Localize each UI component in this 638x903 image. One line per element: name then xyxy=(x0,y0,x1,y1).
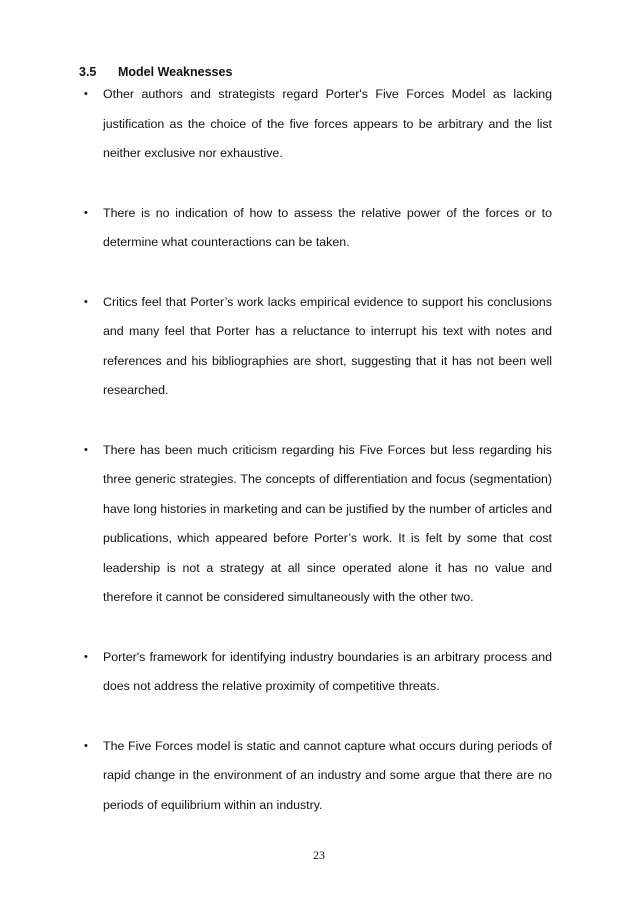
list-item xyxy=(84,80,552,169)
list-item xyxy=(84,199,552,258)
list-item-text: Other authors and strategists regard Porter's Five Forces Model as lacking justification as the choice of the five forces appears to be arbitrary and the list neither exclusive nor exhaustive. xyxy=(103,87,552,160)
list-item-text: Porter's framework for identifying industry boundaries is an arbitrary process and does not address the relative proximity of competitive threats. xyxy=(103,649,552,693)
weaknesses-list xyxy=(84,80,552,850)
section-heading xyxy=(79,64,232,80)
section-number: 3.5 xyxy=(79,65,97,79)
list-item-text: The Five Forces model is static and cannot capture what occurs during periods of rapid change in the environment of an industry and some argue that there are no periods of equilibrium within an industry. xyxy=(103,738,552,812)
list-item-text: There has been much criticism regarding his Five Forces but less regarding his three generic strategies. The concepts of differentiation and focus (segmentation) have long histories in marketing and can be justified by the number of articles and publications, which appeared before Porter’s work. It is felt by some that cost leadership is not a strategy at all since operated alone it has no value and therefore it cannot be considered simultaneously with the other two. xyxy=(103,442,552,604)
bullet-icon: • xyxy=(84,206,88,219)
bullet-icon: • xyxy=(84,88,88,100)
list-item-text: There is no indication of how to assess the relative power of the forces or to determine what counteractions can be taken. xyxy=(103,205,552,249)
list-item xyxy=(84,643,552,702)
list-item-text: Critics feel that Porter’s work lacks empirical evidence to support his conclusions and many feel that Porter has a reluctance to interrupt his text with notes and references and his bibliographies are short, suggesting that it has not been well researched. xyxy=(103,294,552,397)
list-item xyxy=(84,732,552,821)
bullet-icon: • xyxy=(84,739,88,752)
list-item xyxy=(84,436,552,613)
bullet-icon: • xyxy=(84,295,88,308)
bullet-icon: • xyxy=(84,443,88,456)
bullet-icon: • xyxy=(84,650,88,663)
page-number: 23 xyxy=(313,848,325,862)
section-title: Model Weaknesses xyxy=(118,65,233,79)
list-item xyxy=(84,288,552,406)
